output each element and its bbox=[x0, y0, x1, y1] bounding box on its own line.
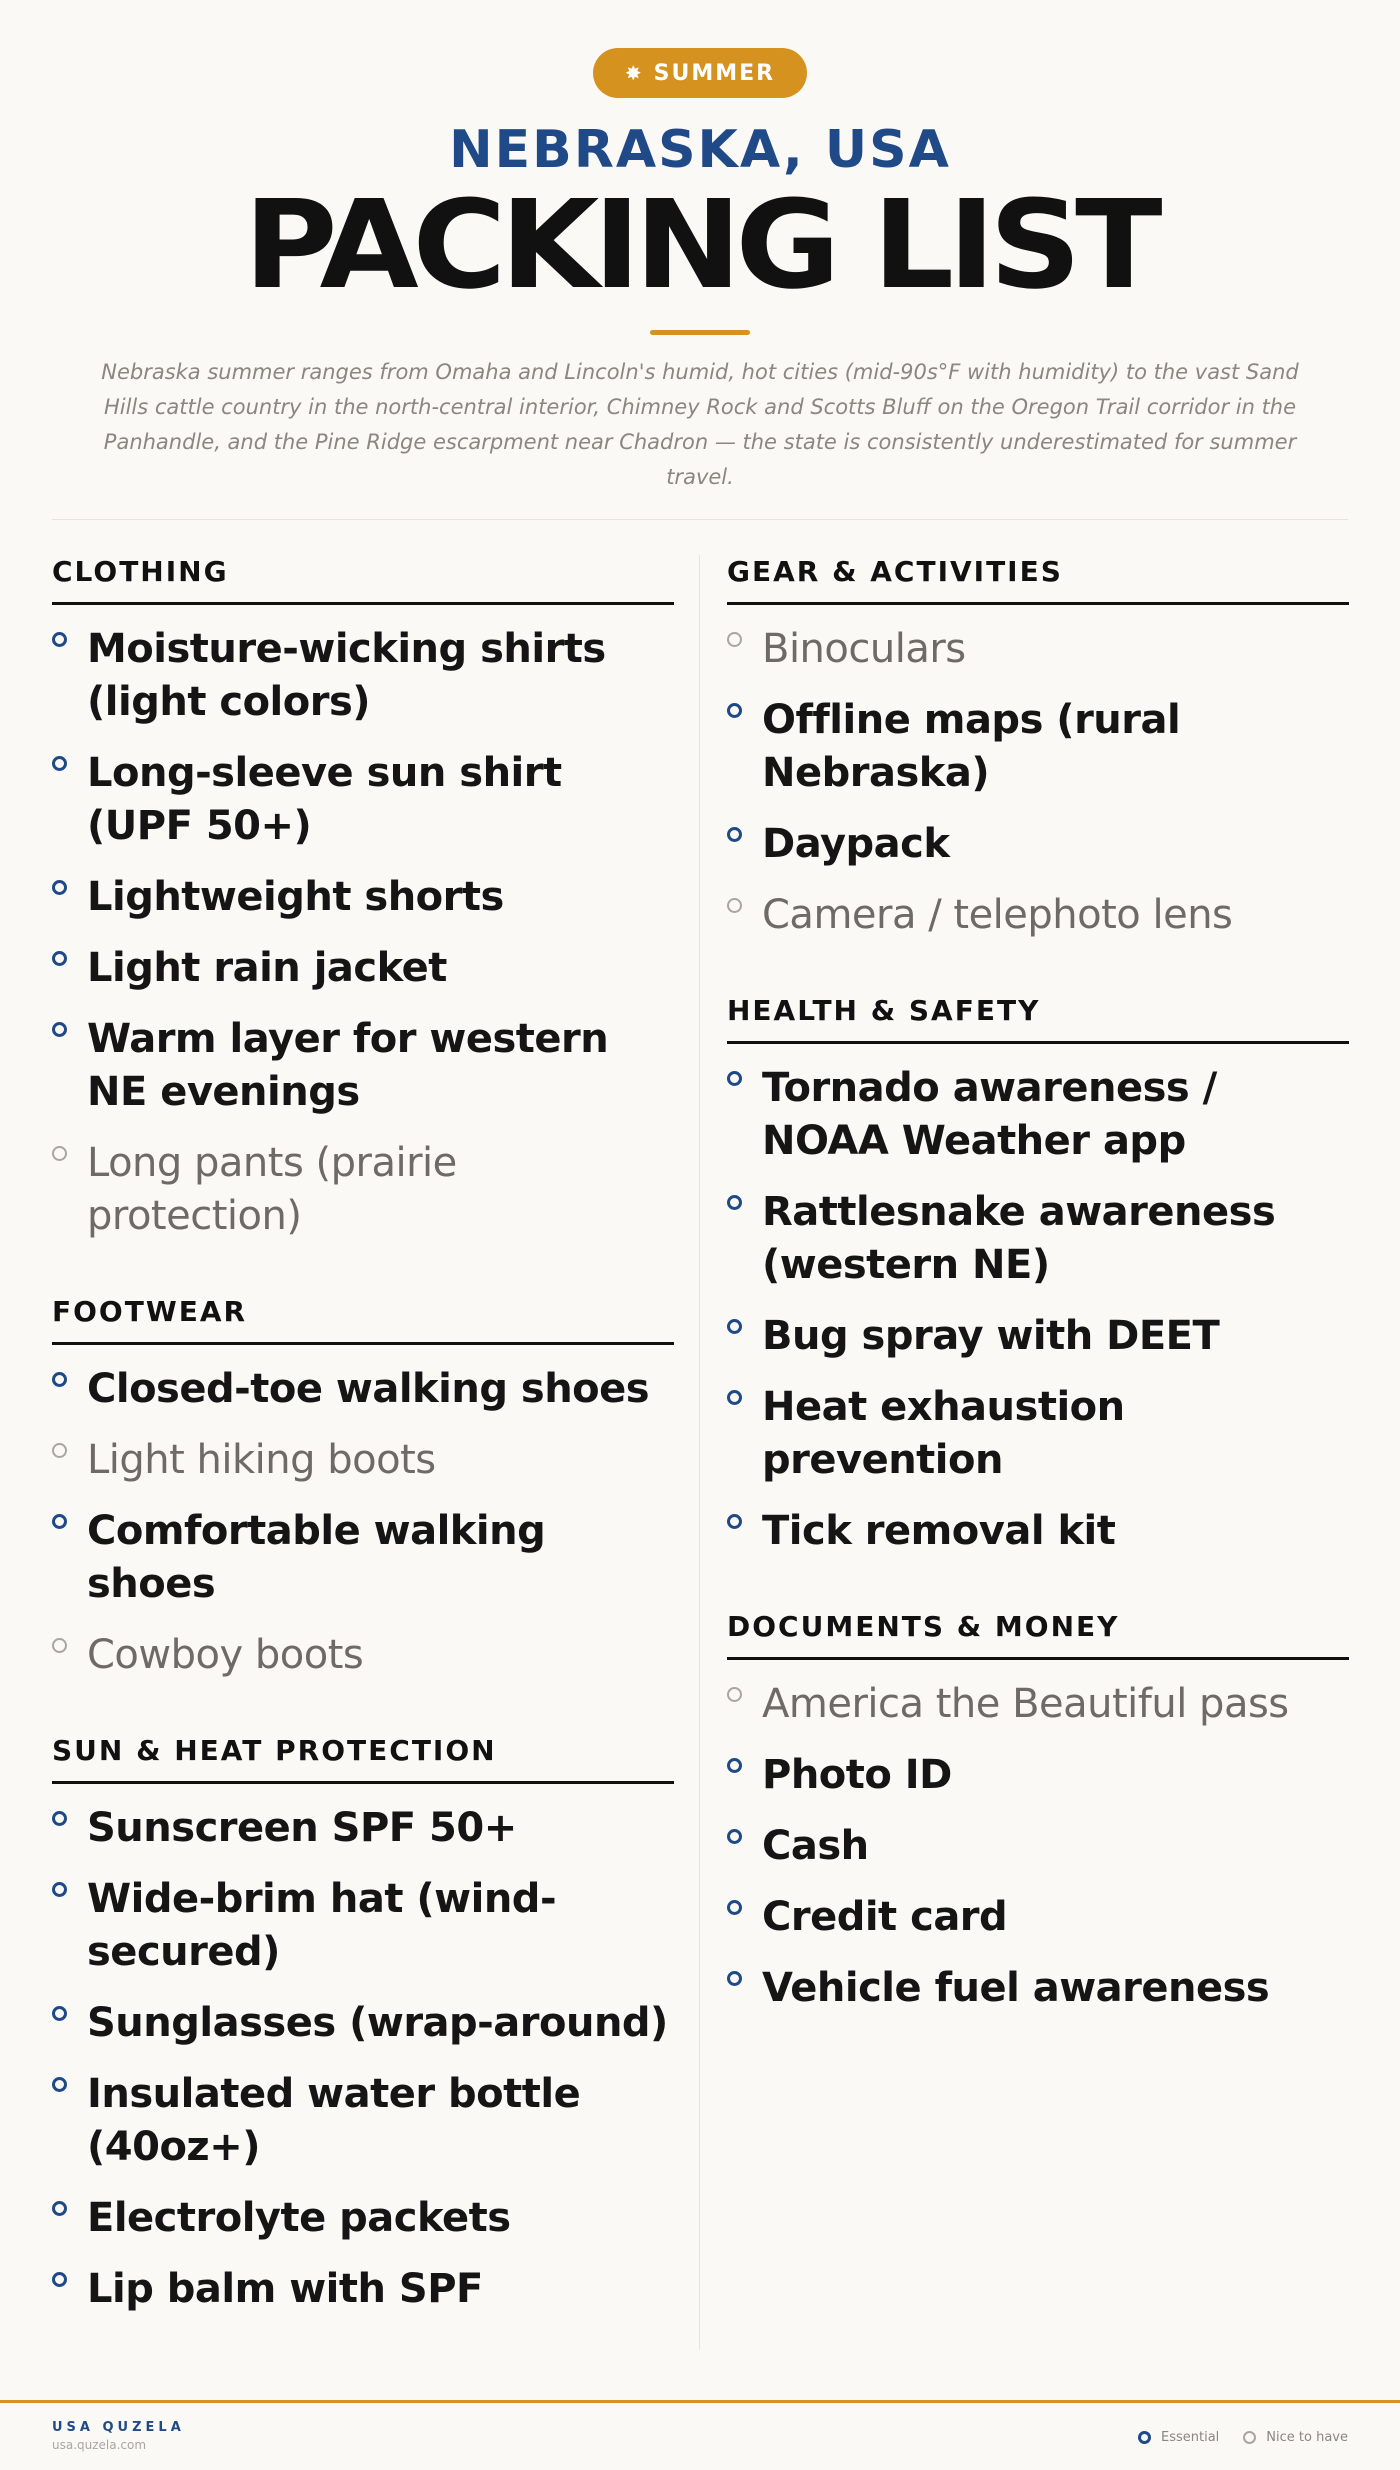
essential-checkbox-icon[interactable] bbox=[52, 632, 67, 647]
nice-dot-icon bbox=[1243, 2431, 1256, 2444]
item-label: Warm layer for western NE evenings bbox=[87, 1016, 609, 1115]
section-clothing bbox=[52, 555, 674, 1243]
checklist-item[interactable] bbox=[52, 942, 674, 995]
checklist-item[interactable] bbox=[52, 1013, 674, 1119]
checklist-item[interactable] bbox=[52, 1363, 674, 1416]
essential-checkbox-icon[interactable] bbox=[52, 1372, 67, 1387]
item-label: Offline maps (rural Nebraska) bbox=[762, 697, 1181, 796]
header-divider bbox=[52, 519, 1348, 520]
checklist bbox=[52, 1363, 674, 1682]
checklist-item[interactable] bbox=[727, 694, 1349, 800]
essential-checkbox-icon[interactable] bbox=[52, 756, 67, 771]
item-label: Photo ID bbox=[762, 1752, 952, 1798]
nice-to-have-checkbox-icon[interactable] bbox=[52, 1443, 67, 1458]
essential-checkbox-icon[interactable] bbox=[727, 1195, 742, 1210]
nice-to-have-checkbox-icon[interactable] bbox=[727, 898, 742, 913]
checklist-item[interactable] bbox=[727, 1310, 1349, 1363]
item-label: Daypack bbox=[762, 821, 950, 867]
section-gear bbox=[727, 555, 1349, 942]
footer-divider bbox=[0, 2400, 1400, 2403]
item-label: Wide-brim hat (wind-secured) bbox=[87, 1876, 557, 1975]
right-column bbox=[727, 555, 1349, 2067]
essential-checkbox-icon[interactable] bbox=[727, 1390, 742, 1405]
item-label: Closed-toe walking shoes bbox=[87, 1366, 650, 1412]
item-label: Light hiking boots bbox=[87, 1437, 436, 1483]
left-column bbox=[52, 555, 674, 2368]
intro-paragraph: Nebraska summer ranges from Omaha and Lincoln's humid, hot cities (mid-90s°F with humidity) to the vast Sand Hills cattle country in the north-central interior, Chimney Rock and Scotts Bluff on the Oregon Trail corridor in the Panhandle, and the Pine Ridge escarpment near Chadron — the state is consistently underestimated for summer travel. bbox=[101, 360, 1299, 489]
item-label: Electrolyte packets bbox=[87, 2195, 511, 2241]
item-label: Credit card bbox=[762, 1894, 1008, 1940]
checklist-item[interactable] bbox=[727, 1678, 1349, 1731]
section-title: DOCUMENTS & MONEY bbox=[727, 1610, 1349, 1660]
item-label: Cash bbox=[762, 1823, 869, 1869]
checklist-item[interactable] bbox=[727, 1962, 1349, 2015]
checklist-item[interactable] bbox=[727, 889, 1349, 942]
essential-checkbox-icon[interactable] bbox=[52, 2006, 67, 2021]
checklist-item[interactable] bbox=[52, 1137, 674, 1243]
item-label: Light rain jacket bbox=[87, 945, 447, 991]
checklist-item[interactable] bbox=[727, 1505, 1349, 1558]
legend bbox=[1138, 2430, 1348, 2445]
section-title: FOOTWEAR bbox=[52, 1295, 674, 1345]
essential-checkbox-icon[interactable] bbox=[52, 1022, 67, 1037]
essential-checkbox-icon[interactable] bbox=[727, 1071, 742, 1086]
checklist-item[interactable] bbox=[727, 1186, 1349, 1292]
checklist-item[interactable] bbox=[52, 871, 674, 924]
item-label: Tornado awareness / NOAA Weather app bbox=[762, 1065, 1217, 1164]
essential-checkbox-icon[interactable] bbox=[727, 1758, 742, 1773]
checklist-item[interactable] bbox=[52, 2192, 674, 2245]
checklist-item[interactable] bbox=[52, 623, 674, 729]
essential-checkbox-icon[interactable] bbox=[52, 2077, 67, 2092]
essential-checkbox-icon[interactable] bbox=[52, 1514, 67, 1529]
section-documents bbox=[727, 1610, 1349, 2015]
checklist-item[interactable] bbox=[52, 2263, 674, 2316]
nice-to-have-checkbox-icon[interactable] bbox=[727, 632, 742, 647]
sun-icon: ✸ bbox=[624, 61, 644, 85]
item-label: Vehicle fuel awareness bbox=[762, 1965, 1270, 2011]
checklist-item[interactable] bbox=[52, 2068, 674, 2174]
brand-url: usa.quzela.com bbox=[52, 2438, 147, 2452]
checklist-item[interactable] bbox=[727, 1062, 1349, 1168]
checklist bbox=[727, 1062, 1349, 1558]
essential-checkbox-icon[interactable] bbox=[52, 2272, 67, 2287]
checklist bbox=[52, 1802, 674, 2316]
item-label: Long-sleeve sun shirt (UPF 50+) bbox=[87, 750, 562, 849]
section-health bbox=[727, 994, 1349, 1558]
item-label: Rattlesnake awareness (western NE) bbox=[762, 1189, 1276, 1288]
section-title: CLOTHING bbox=[52, 555, 674, 605]
essential-checkbox-icon[interactable] bbox=[52, 1882, 67, 1897]
title-underline bbox=[650, 330, 750, 335]
essential-checkbox-icon[interactable] bbox=[52, 951, 67, 966]
checklist-item[interactable] bbox=[52, 1802, 674, 1855]
brand-name: USA QUZELA bbox=[52, 2420, 185, 2435]
checklist bbox=[727, 1678, 1349, 2015]
item-label: Sunglasses (wrap-around) bbox=[87, 2000, 668, 2046]
checklist-item[interactable] bbox=[727, 1891, 1349, 1944]
nice-to-have-checkbox-icon[interactable] bbox=[52, 1146, 67, 1161]
page-subtitle: NEBRASKA, USA bbox=[449, 120, 951, 180]
column-divider bbox=[699, 555, 700, 2350]
section-footwear bbox=[52, 1295, 674, 1682]
checklist-item[interactable] bbox=[52, 747, 674, 853]
checklist-item[interactable] bbox=[52, 1997, 674, 2050]
checklist-item[interactable] bbox=[727, 1749, 1349, 1802]
item-label: Binoculars bbox=[762, 626, 966, 672]
page-title: PACKING LIST bbox=[243, 174, 1157, 316]
checklist-item[interactable] bbox=[52, 1434, 674, 1487]
item-label: Comfortable walking shoes bbox=[87, 1508, 546, 1607]
essential-dot-icon bbox=[1138, 2431, 1151, 2444]
header bbox=[0, 0, 1400, 495]
season-label: SUMMER bbox=[653, 60, 776, 86]
section-title: SUN & HEAT PROTECTION bbox=[52, 1734, 674, 1784]
item-label: Tick removal kit bbox=[762, 1508, 1116, 1554]
item-label: Bug spray with DEET bbox=[762, 1313, 1220, 1359]
legend-nice-label: Nice to have bbox=[1266, 2430, 1348, 2445]
checklist-item[interactable] bbox=[727, 623, 1349, 676]
essential-checkbox-icon[interactable] bbox=[727, 1900, 742, 1915]
essential-checkbox-icon[interactable] bbox=[727, 1829, 742, 1844]
item-label: America the Beautiful pass bbox=[762, 1681, 1289, 1727]
essential-checkbox-icon[interactable] bbox=[727, 1319, 742, 1334]
item-label: Long pants (prairie protection) bbox=[87, 1140, 457, 1239]
item-label: Insulated water bottle (40oz+) bbox=[87, 2071, 581, 2170]
item-label: Heat exhaustion prevention bbox=[762, 1384, 1125, 1483]
nice-to-have-checkbox-icon[interactable] bbox=[52, 1638, 67, 1653]
item-label: Sunscreen SPF 50+ bbox=[87, 1805, 517, 1851]
checklist bbox=[52, 623, 674, 1243]
section-title: HEALTH & SAFETY bbox=[727, 994, 1349, 1044]
checklist-item[interactable] bbox=[727, 1381, 1349, 1487]
checklist-item[interactable] bbox=[727, 818, 1349, 871]
item-label: Lightweight shorts bbox=[87, 874, 504, 920]
item-label: Camera / telephoto lens bbox=[762, 892, 1233, 938]
essential-checkbox-icon[interactable] bbox=[727, 827, 742, 842]
essential-checkbox-icon[interactable] bbox=[727, 1514, 742, 1529]
item-label: Lip balm with SPF bbox=[87, 2266, 483, 2312]
essential-checkbox-icon[interactable] bbox=[727, 703, 742, 718]
essential-checkbox-icon[interactable] bbox=[52, 2201, 67, 2216]
legend-essential-label: Essential bbox=[1161, 2430, 1220, 2445]
essential-checkbox-icon[interactable] bbox=[52, 1811, 67, 1826]
section-title: GEAR & ACTIVITIES bbox=[727, 555, 1349, 605]
checklist-item[interactable] bbox=[727, 1820, 1349, 1873]
essential-checkbox-icon[interactable] bbox=[727, 1971, 742, 1986]
season-badge bbox=[593, 48, 807, 98]
checklist-item[interactable] bbox=[52, 1505, 674, 1611]
checklist bbox=[727, 623, 1349, 942]
item-label: Moisture-wicking shirts (light colors) bbox=[87, 626, 606, 725]
checklist-item[interactable] bbox=[52, 1873, 674, 1979]
nice-to-have-checkbox-icon[interactable] bbox=[727, 1687, 742, 1702]
checklist-item[interactable] bbox=[52, 1629, 674, 1682]
essential-checkbox-icon[interactable] bbox=[52, 880, 67, 895]
section-sun-heat bbox=[52, 1734, 674, 2316]
item-label: Cowboy boots bbox=[87, 1632, 364, 1678]
